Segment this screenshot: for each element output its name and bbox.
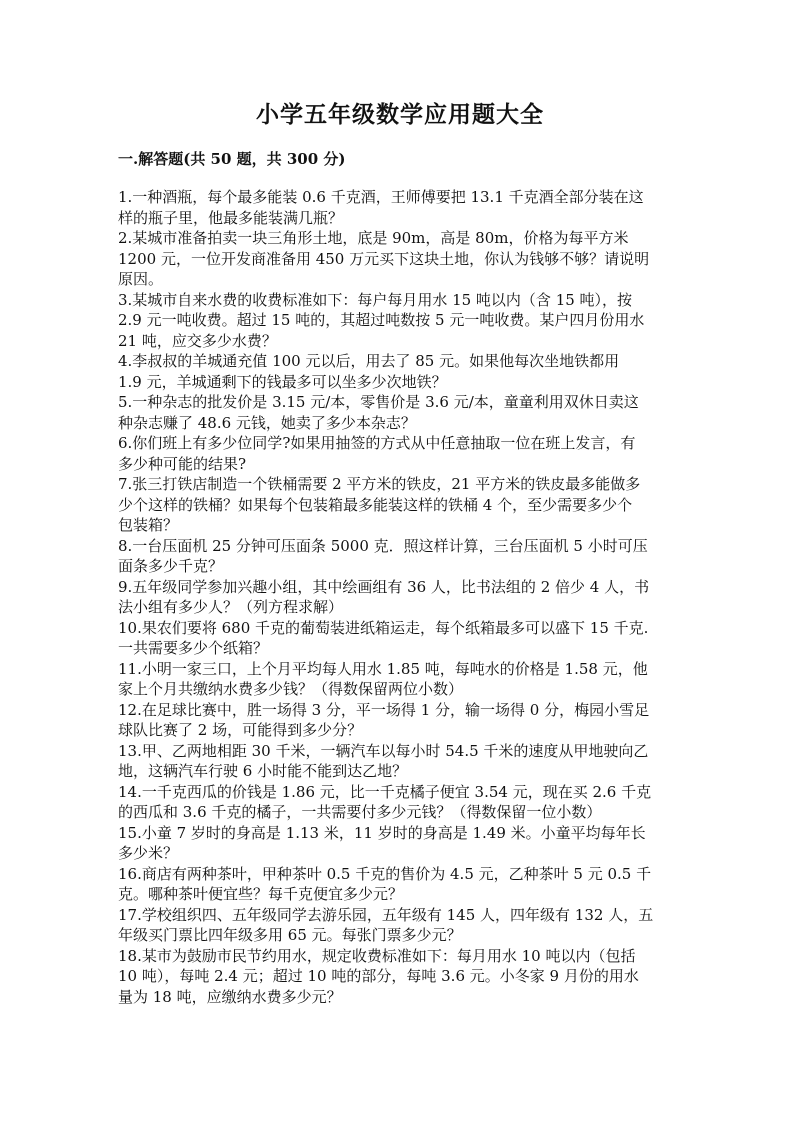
question-line: 少个这样的铁桶？如果每个包装箱最多能装这样的铁桶 4 个，至少需要多少个 [118, 495, 633, 514]
question-line: 14.一千克西瓜的价钱是 1.86 元，比一千克橘子便宜 3.54 元，现在买 2.6 千克 [118, 782, 652, 801]
question-line: 12.在足球比赛中，胜一场得 3 分，平一场得 1 分，输一场得 0 分，梅园小雪足 [118, 700, 650, 719]
question-line: 10 吨），每吨 2.4 元；超过 10 吨的部分，每吨 3.6 元。小冬家 9 月份的用水 [118, 967, 639, 985]
question-line: 5.一种杂志的批发价是 3.15 元/本，零售价是 3.6 元/本，童童利用双休日卖这 [118, 393, 639, 411]
question-line: 法小组有多少人？（列方程求解） [118, 598, 344, 616]
question-line: 多少米？ [118, 844, 179, 862]
document-title: 小学五年级数学应用题大全 [256, 101, 544, 128]
question-line: 地，这辆汽车行驶 6 小时能不能到达乙地？ [118, 762, 408, 780]
question-line: 10.果农们要将 680 千克的葡萄装进纸箱运走，每个纸箱最多可以盛下 15 千克. [118, 618, 649, 637]
question-line: 一共需要多少个纸箱？ [118, 639, 269, 657]
question-line: 的西瓜和 3.6 千克的橘子，一共需要付多少元钱？（得数保留一位小数） [118, 803, 602, 821]
question-line: 17.学校组织四、五年级同学去游乐园，五年级有 145 人，四年级有 132 人，五 [118, 905, 654, 924]
question-line: 8.一台压面机 25 分钟可压面条 5000 克．照这样计算，三台压面机 5 小时可压 [118, 536, 648, 555]
question-line: 16.商店有两种茶叶，甲种茶叶 0.5 千克的售价为 4.5 元，乙种茶叶 5 元 0.5 千 [118, 864, 652, 883]
question-line: 7.张三打铁店制造一个铁桶需要 2 平方米的铁皮，21 平方米的铁皮最多能做多 [118, 475, 641, 493]
question-list [118, 187, 684, 1007]
question-line: 13.甲、乙两地相距 30 千米，一辆汽车以每小时 54.5 千米的速度从甲地驶向乙 [118, 741, 649, 760]
question-line: 多少种可能的结果? [118, 454, 247, 473]
question-line: 原因。 [118, 270, 164, 288]
question-line: 球队比赛了 2 场，可能得到多少分？ [118, 721, 363, 739]
question-line: 2.9 元一吨收费。超过 15 吨的，其超过吨数按 5 元一吨收费。某户四月份用水 [118, 311, 645, 329]
question-line: 11.小明一家三口，上个月平均每人用水 1.85 吨，每吨水的价格是 1.58 元，他 [118, 659, 648, 678]
question-line: 家上个月共缴纳水费多少钱？（得数保留两位小数） [118, 680, 464, 698]
question-line: 面条多少千克？ [118, 557, 224, 575]
section-heading: 一.解答题(共 50 题，共 300 分) [118, 150, 346, 168]
question-line: 1200 元，一位开发商准备用 450 万元买下这块土地，你认为钱够不够？请说明 [118, 249, 650, 268]
question-line: 1.9 元，羊城通剩下的钱最多可以坐多少次地铁？ [118, 372, 447, 391]
question-line: 克。哪种茶叶便宜些？每千克便宜多少元？ [118, 885, 404, 903]
question-line: 1.一种酒瓶，每个最多能装 0.6 千克酒，王师傅要把 13.1 千克酒全部分装在这 [118, 188, 644, 206]
question-line: 21 吨，应交多少水费？ [118, 331, 277, 350]
question-line: 量为 18 吨，应缴纳水费多少元？ [118, 987, 342, 1006]
question-line: 种杂志赚了 48.6 元钱，她卖了多少本杂志？ [118, 413, 416, 432]
question-line: 2.某城市准备拍卖一块三角形土地，底是 90m，高是 80m，价格为每平方米 [118, 229, 629, 247]
question-line: 4.李叔叔的羊城通充值 100 元以后，用去了 85 元。如果他每次坐地铁都用 [118, 352, 620, 370]
question-line: 18.某市为鼓励市民节约用水，规定收费标准如下：每月用水 10 吨以内（包括 [118, 946, 636, 965]
question-line: 样的瓶子里，他最多能装满几瓶？ [118, 208, 344, 227]
question-line: 15.小童 7 岁时的身高是 1.13 米，11 岁时的身高是 1.49 米。小童平均每年长 [118, 823, 646, 842]
question-line: 9.五年级同学参加兴趣小组，其中绘画组有 36 人，比书法组的 2 倍少 4 人，书 [118, 577, 650, 596]
question-line: 年级买门票比四年级多用 65 元。每张门票多少元？ [118, 926, 462, 944]
question-line: 6.你们班上有多少位同学?如果用抽签的方式从中任意抽取一位在班上发言，有 [118, 434, 636, 452]
question-line: 3.某城市自来水费的收费标准如下：每户每月用水 15 吨以内（含 15 吨），按 [118, 290, 633, 309]
question-line: 包装箱？ [118, 516, 179, 534]
